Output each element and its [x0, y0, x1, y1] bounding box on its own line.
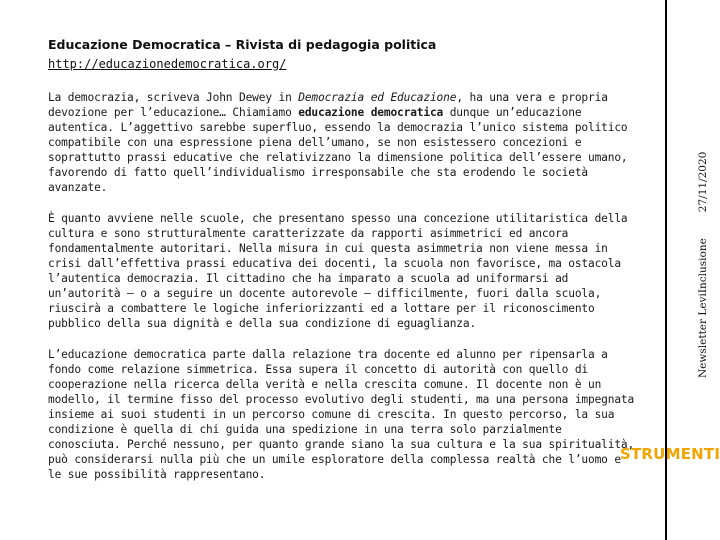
paragraph-2: È quanto avviene nelle scuole, che presentano spesso una concezione utilitaristica della cultura e sono strutturalmente caratterizzate da rapporti asimmetrici ed ancora fondamentalmente autoritari. Nella misura in cui questa asimmetria non viene messa in crisi dall’effettiva prassi educativa dei docenti, la scuola non favorisce, ma ostacola l’autentica democrazia. Il cittadino che ha imparato a scuola ad uniformarsi ad un’autorità – o a seguire un docente autorevole – difficilmente, fuori dalla scuola, riuscirà a combattere le logiche inferiorizzanti ed a lottare per il riconoscimento pubblico della sua dignità e della sua condizione di eguaglianza. — [48, 212, 628, 330]
paragraph-3: L’educazione democratica parte dalla relazione tra docente ed alunno per ripensarla a fondo come relazione simmetrica. Essa supera il concetto di autorità con quello di cooperazione nella ricerca della verità e nella crescita comune. Il docente non è un modello, il termine fisso del processo evolutivo degli studenti, ma una persona impegnata insieme ai suoi studenti in un percorso comune di crescita. In questo percorso, la sua condizione è quella di chi guida una spedizione in una terra solo parzialmente conosciuta. Perché nessuno, per quanto grande siano la sua cultura e la sua spiritualità, può considerarsi nulla più che un umile esploratore della complessa realtà che l’uomo e le sue possibilità rappresentano. — [48, 348, 635, 481]
sidebar-vertical-label — [697, 152, 709, 378]
book-title-italic: Democrazia ed Educazione — [298, 91, 457, 104]
paragraph-1-text-c: dunque un’educazione autentica. L’aggettivo sarebbe superfluo, essendo la democrazia l’unico sistema politico compatibile con una espressione piena dell’umano, se non esistessero concezioni e soprattutto prassi educative che relativizzano la dimensione politica dell’essere umano, favorendo di fatto quell’individualismo irresponsabile che sta erodendo le società avanzate. — [48, 106, 628, 194]
newsletter-label: Newsletter LeviInclusione — [697, 238, 709, 378]
date-label: 27/11/2020 — [697, 151, 709, 213]
paragraph-1 — [48, 90, 638, 195]
article-body — [48, 90, 638, 498]
strumenti-logo: STRUMENTI — [620, 445, 720, 463]
emphasis-bold: educazione democratica — [298, 106, 444, 119]
journal-title: Educazione Democratica – Rivista di pedagogia politica — [48, 37, 437, 52]
paragraph-1-text-b: , ha una vera e propria devozione per l’educazione… Chiamiamo — [48, 91, 608, 119]
paragraph-1-text-a: La democrazia, scriveva John Dewey in — [48, 91, 299, 104]
journal-url-link[interactable]: http://educazionedemocratica.org/ — [48, 57, 287, 71]
document-header — [48, 36, 648, 73]
